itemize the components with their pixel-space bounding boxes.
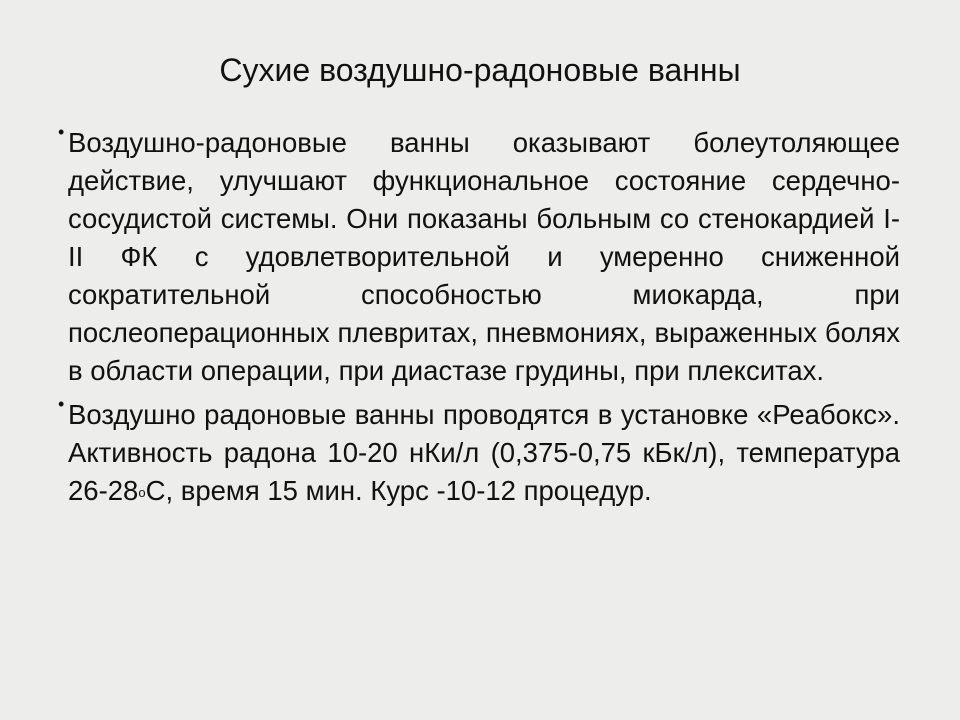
bullet-text-part-1: Воздушно радоновые ванны проводятся в установке «Реабокс». Активность радона 10-20 нКи/л (0,375-0,75 кБк/л), температура 26-28 — [68, 399, 900, 506]
slide-title: Сухие воздушно-радоновые ванны — [219, 52, 741, 88]
bullet-text-part-2: С, время 15 мин. Курс -10-12 процедур. — [145, 475, 652, 506]
bullet-item — [58, 396, 900, 512]
bullet-marker: • — [58, 122, 65, 142]
bullet-marker: • — [58, 394, 65, 414]
slide-content — [58, 124, 900, 518]
degree-superscript: о — [138, 485, 146, 500]
bullet-text: Воздушно-радоновые ванны оказывают болеутоляющее действие, улучшают функциональное состояние сердечно-сосудистой системы. Они показаны больным со стенокардией I-II ФК с удовлетворительной и умеренно сниженной сократительной способностью миокарда, при послеоперационных плевритах, пневмониях, выраженных болях в области операции, при диастазе грудины, при плекситах. — [68, 127, 900, 386]
bullet-item — [58, 124, 900, 390]
